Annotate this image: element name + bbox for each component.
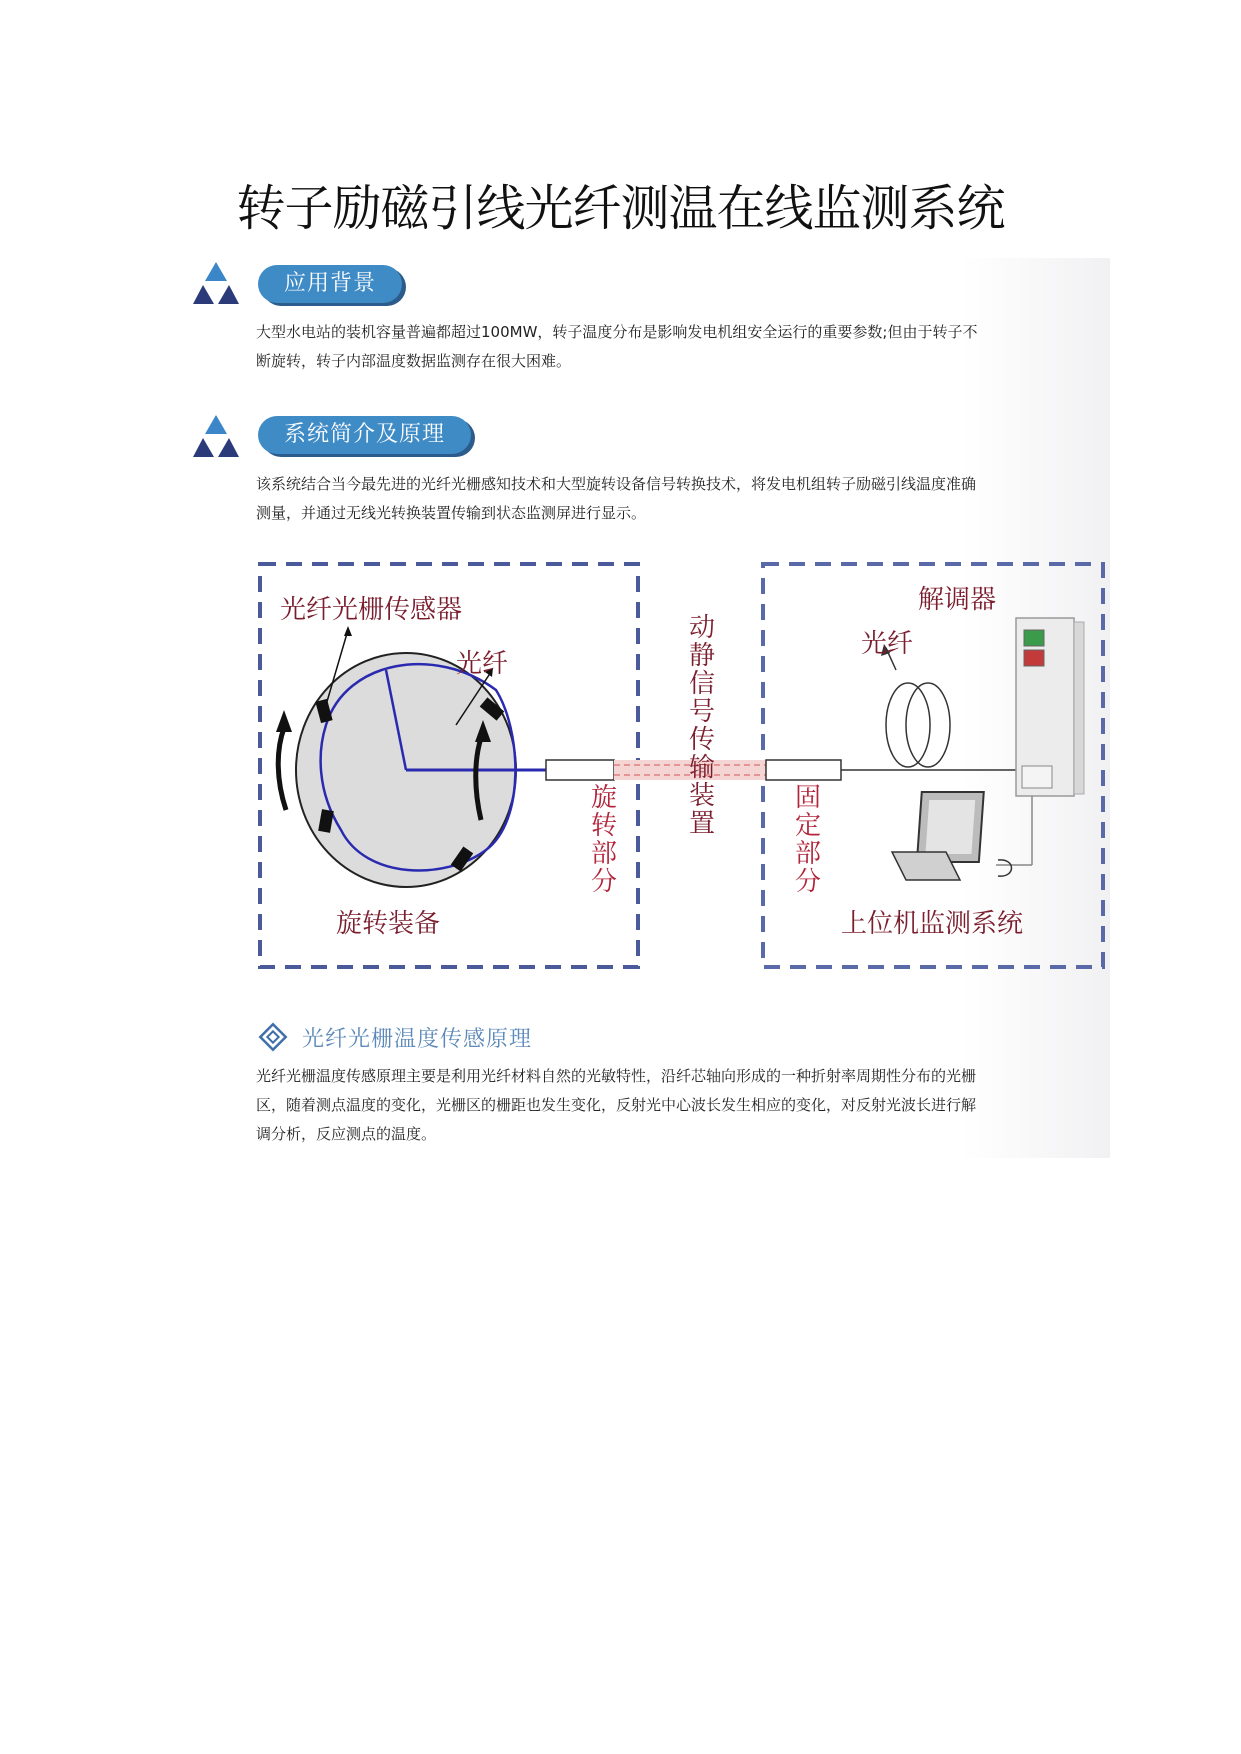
section-heading-background: 应用背景 (258, 265, 402, 303)
diamond-icon (258, 1022, 288, 1052)
status-light-red (1024, 650, 1044, 666)
label-sensor: 光纤光栅传感器 (280, 595, 463, 625)
system-diagram (256, 560, 1108, 980)
label-fiber-left: 光纤 (456, 649, 509, 679)
page-title: 转子励磁引线光纤测温在线监测系统 (236, 180, 1005, 237)
principle-heading-label: 光纤光栅温度传感原理 (302, 1026, 533, 1052)
principle-heading (258, 1020, 532, 1054)
label-host-monitor: 上位机监测系统 (841, 909, 1024, 939)
receiver-box (766, 760, 841, 780)
label-transmission-device: 动静信号传输装置 (688, 613, 716, 839)
label-fixed-part: 固定部分 (794, 783, 822, 897)
triangle-logo-icon (192, 260, 240, 308)
background-paragraph: 大型水电站的装机容量普遍都超过100MW，转子温度分布是影响发电机组安全运行的重要参数;但由于转子不断旋转，转子内部温度数据监测存在很大困难。 (256, 323, 978, 370)
label-rotating-part: 旋转部分 (590, 783, 618, 897)
section-heading-intro: 系统简介及原理 (258, 416, 471, 454)
label-fiber-right: 光纤 (861, 629, 914, 659)
transmitter-box (546, 760, 614, 780)
status-light-green (1024, 630, 1044, 646)
cabinet-port (1022, 766, 1052, 788)
intro-paragraph: 该系统结合当今最先进的光纤光栅感知技术和大型旋转设备信号转换技术，将发电机组转子励磁引线温度准确测量，并通过无线光转换装置传输到状态监测屏进行显示。 (256, 475, 977, 522)
triangle-logo-icon (192, 413, 240, 461)
label-rotating-equipment: 旋转装备 (336, 909, 441, 939)
mouse-cable (998, 860, 1012, 876)
label-demodulator: 解调器 (918, 585, 997, 615)
principle-paragraph: 光纤光栅温度传感原理主要是利用光纤材料自然的光敏特性，沿纤芯轴向形成的一种折射率周期性分布的光栅区，随着测点温度的变化，光栅区的栅距也发生变化，反射光中心波长发生相应的变化，对反射光波长进行解调分析，反应测点的温度。 (256, 1067, 977, 1143)
fiber-coil (886, 683, 930, 767)
rotation-arrow-left (278, 728, 286, 810)
